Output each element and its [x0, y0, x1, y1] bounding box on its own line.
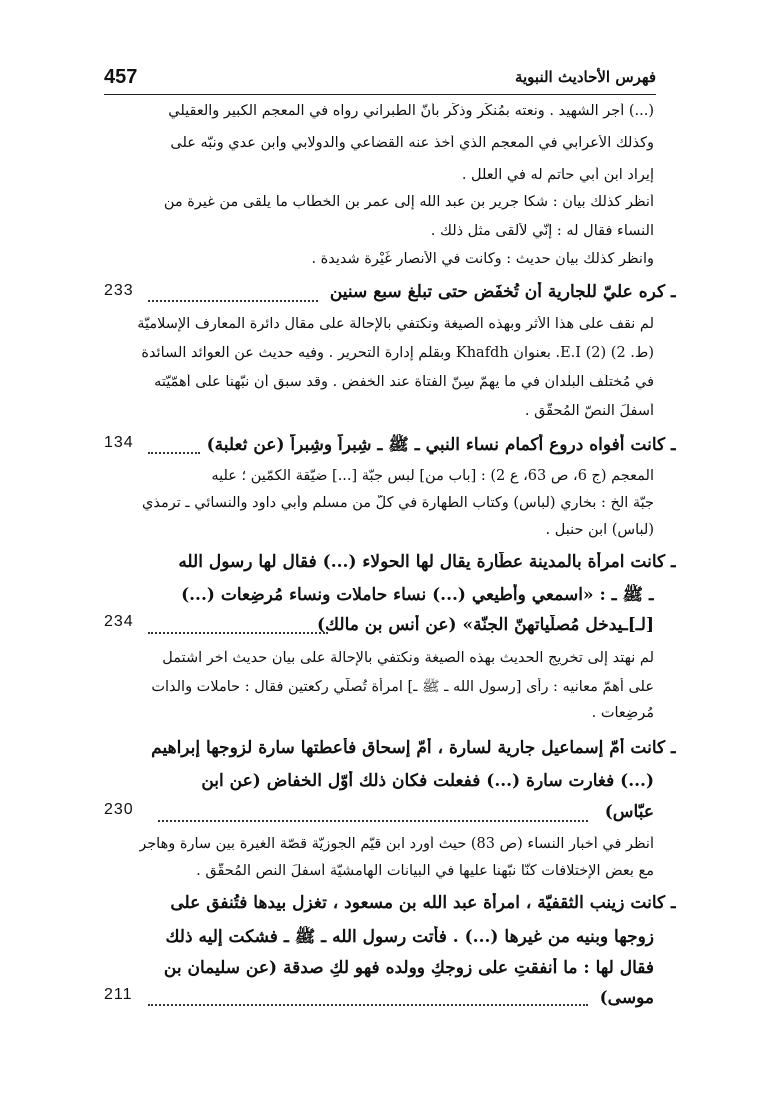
note-line: لم نهتد إلى تخريج الحديث بهذه الصيغة ونكتفي بالإحالة على بيان حديث آخر اشتمل: [162, 650, 654, 666]
note-line: أسفلَ النصّ المُحقّق .: [524, 403, 654, 419]
page-reference: 230: [104, 801, 134, 818]
page-reference: 211: [104, 986, 133, 1003]
note-line: أنظر في أخبار النساء (ص 83) حيث أورد ابن قيّم الجوزيّة قصّة الغيرة بين سارة وهاجر: [139, 836, 654, 852]
page-reference: 134: [104, 434, 134, 451]
hadith-text: ـ كانت أمّ إسماعيل جارية لسارة ، أمّ إسحاق فأعطتها سارة لزوجها إبراهيم: [151, 738, 676, 758]
leader-dots: [148, 300, 318, 302]
hadith-text: [لـ]ـيدخل مُصلّياتهنّ الجنّة» (عن أنس بن مالك): [317, 615, 654, 635]
note-line: مُرضِعات .: [591, 705, 654, 721]
hadith-text: زوجها وبنيه من غيرها (...) . فأتت رسول الله ـ ﷺ ـ فشكت إليه ذلك: [165, 927, 654, 947]
hadith-text: ـ ﷺ ـ : «اسمعي وأطيعي (...) نساء حاملات ونساء مُرضِعات (...): [181, 585, 654, 605]
page-number: 457: [104, 66, 138, 88]
leader-dots: [158, 820, 588, 822]
note-line: جبّة الخ : بخاري (لباس) وكتاب الطهارة في كلّ من مسلم وأبي داود والنسائي ـ ترمذي: [142, 495, 654, 511]
hadith-text: (...) فغارت سارة (...) ففعلت فكان ذلك أوّل الخفاض (عن ابن: [201, 771, 654, 791]
note-line: (لباس) ابن حنبل .: [545, 522, 654, 538]
note-line: لم نقف على هذا الأثر وبهذه الصيغة ونكتفي بالإحالة على مقال دائرة المعارف الإسلاميّة: [137, 316, 654, 332]
running-header: [104, 66, 656, 95]
note-line: وانظر كذلك بيان حديث : وكانت في الأنصار غَيْرة شديدة .: [311, 251, 654, 267]
note-line: أنظر كذلك بيان : شكا جرير بن عبد الله إلى عمر بن الخطّاب ما يلقى من غيرة من: [163, 194, 654, 210]
page-reference: 233: [104, 282, 134, 299]
leader-dots: [148, 1004, 588, 1006]
hadith-text: ـ كره عليّ للجارية أن تُخفَض حتى تبلغ سبع سنين: [329, 282, 676, 302]
note-line: مع بعض الإختلافات كنّا نبّهنا عليها في البيانات الهامشيّة أسفلَ النص المُحقّق .: [196, 863, 654, 879]
leader-dots: [148, 452, 200, 454]
hadith-text: ـ كانت زينب الثقفيّة ، امرأة عبد الله بن مسعود ، تغزل بيدها فتُنفق على: [170, 893, 676, 913]
note-line: النساء فقال له : إنّي لألقى مثل ذلك .: [430, 223, 654, 239]
page-reference: 234: [104, 613, 134, 630]
note-line: في مُختلَف البلدان في ما يهمّ سِنّ الفتاة عند الخفض . وقد سبق أن نبّهنا على أهمّيّته: [154, 374, 654, 390]
hadith-text: ـ كانت أفواه دروع أكمام نساء النبي ـ ﷺ ـ شِبراً وشِبراً (عن ثعلبة): [206, 435, 676, 455]
note-line: على أهمّ معانيه : رأى [رسول الله ـ ﷺ ـ] امرأة تُصلّي ركعتين فقال : حاملات والدات: [151, 679, 654, 695]
note-line: المعجم (ج 6، ص 63، ع 2) : [باب من] لبس جبّة [...] ضيّقة الكمّين ؛ عليه: [211, 468, 654, 484]
note-line: إيراد ابن أبي حاتم له في العلل .: [461, 167, 654, 183]
leader-dots: [148, 632, 328, 634]
note-line: (...) أجر الشهيد . ونعته بمُنكَر وذكَر بأنّ الطبراني رواه في المعجم الكبير والعقيلي: [168, 103, 654, 119]
hadith-text: فقال لها : ما أنفقتِ على زوجكِ وولده فهو لكِ صدقة (عن سليمان بن: [163, 958, 654, 978]
note-line: وكذلك الأعرابي في المعجم الذي أخذ عنه القضاعي والدولابي وابن عدي ونبّه على: [170, 135, 654, 151]
hadith-text: موسى): [599, 988, 654, 1008]
running-title: فهرس الأحاديث النبوية: [514, 68, 656, 86]
hadith-text: عبّاس): [604, 802, 654, 822]
hadith-text: ـ كانت امرأة بالمدينة عطّارة يقال لها الحولاء (...) فقال لها رسول الله: [178, 552, 676, 572]
note-line: (ط. 2) (2) E.I. بعنوان Khafdh وبقلم إدارة التحرير . وفيه حديث عن العوائد السائدة: [141, 345, 654, 361]
